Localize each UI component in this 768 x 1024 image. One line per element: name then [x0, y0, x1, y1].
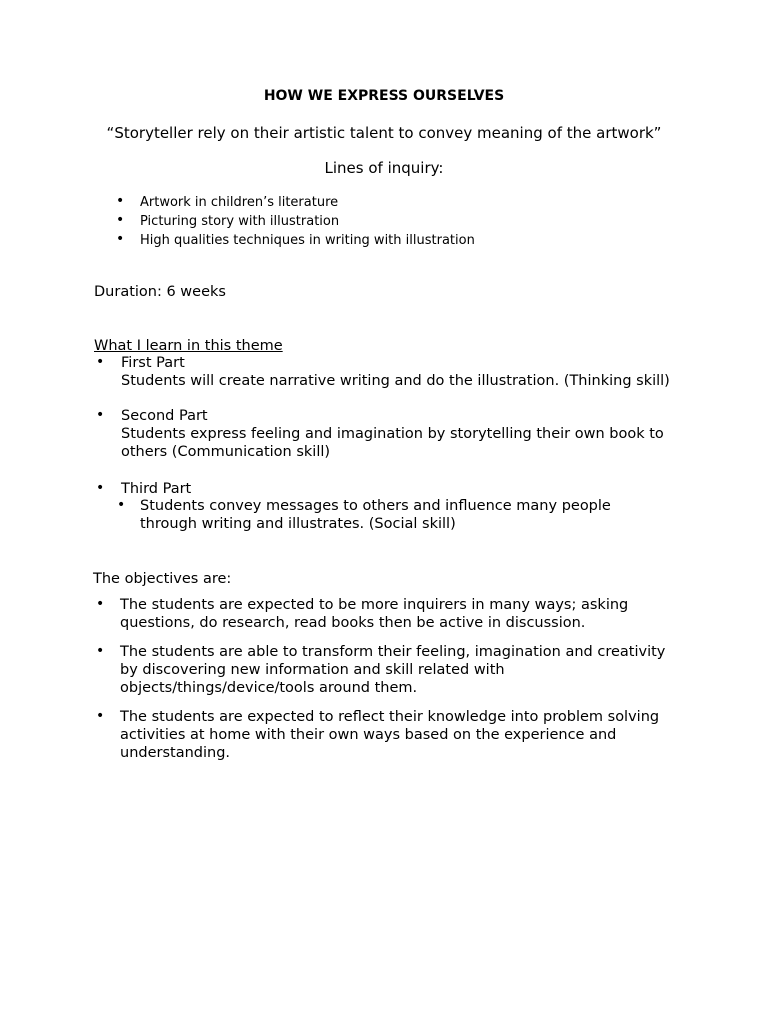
inquiry-item: High qualities techniques in writing with illustration — [140, 233, 475, 248]
objective-text: The students are able to transform their feeling, imagination and creativity — [120, 644, 666, 660]
bullet-icon: • — [116, 231, 125, 247]
part-title: First Part — [121, 355, 185, 371]
bullet-icon: • — [96, 480, 105, 496]
bullet-icon: • — [116, 212, 125, 228]
objective-text: by discovering new information and skill related with — [120, 662, 505, 678]
bullet-icon: • — [117, 497, 126, 513]
document-title: HOW WE EXPRESS OURSELVES — [263, 88, 505, 104]
theme-quote: “Storyteller rely on their artistic talent to convey meaning of the artwork” — [106, 124, 662, 142]
objective-text: understanding. — [120, 745, 231, 761]
duration-text: Duration: 6 weeks — [94, 284, 226, 300]
inquiry-item: Artwork in children’s literature — [140, 195, 339, 210]
objective-text: questions, do research, read books then be active in discussion. — [120, 615, 586, 631]
bullet-icon: • — [116, 193, 125, 209]
part-text: Students convey messages to others and influence many people — [140, 498, 611, 514]
bullet-icon: • — [96, 354, 105, 370]
bullet-icon: • — [96, 643, 105, 659]
objective-text: The students are expected to be more inquirers in many ways; asking — [120, 597, 629, 613]
part-text: Students will create narrative writing and do the illustration. (Thinking skill) — [121, 373, 670, 389]
bullet-icon: • — [96, 596, 105, 612]
part-text: others (Communication skill) — [121, 444, 331, 460]
inquiry-item: Picturing story with illustration — [140, 214, 340, 229]
objective-text: The students are expected to reflect their knowledge into problem solving — [120, 709, 660, 725]
learn-heading: What I learn in this theme — [94, 338, 283, 354]
lines-of-inquiry-heading: Lines of inquiry: — [324, 159, 444, 177]
objective-text: objects/things/device/tools around them. — [120, 680, 418, 696]
objectives-heading: The objectives are: — [93, 571, 232, 587]
objective-text: activities at home with their own ways based on the experience and — [120, 727, 617, 743]
bullet-icon: • — [96, 708, 105, 724]
part-text: Students express feeling and imagination by storytelling their own book to — [121, 426, 664, 442]
part-text: through writing and illustrates. (Social skill) — [140, 516, 456, 532]
part-title: Third Part — [121, 481, 192, 497]
bullet-icon: • — [96, 407, 105, 423]
part-title: Second Part — [121, 408, 208, 424]
